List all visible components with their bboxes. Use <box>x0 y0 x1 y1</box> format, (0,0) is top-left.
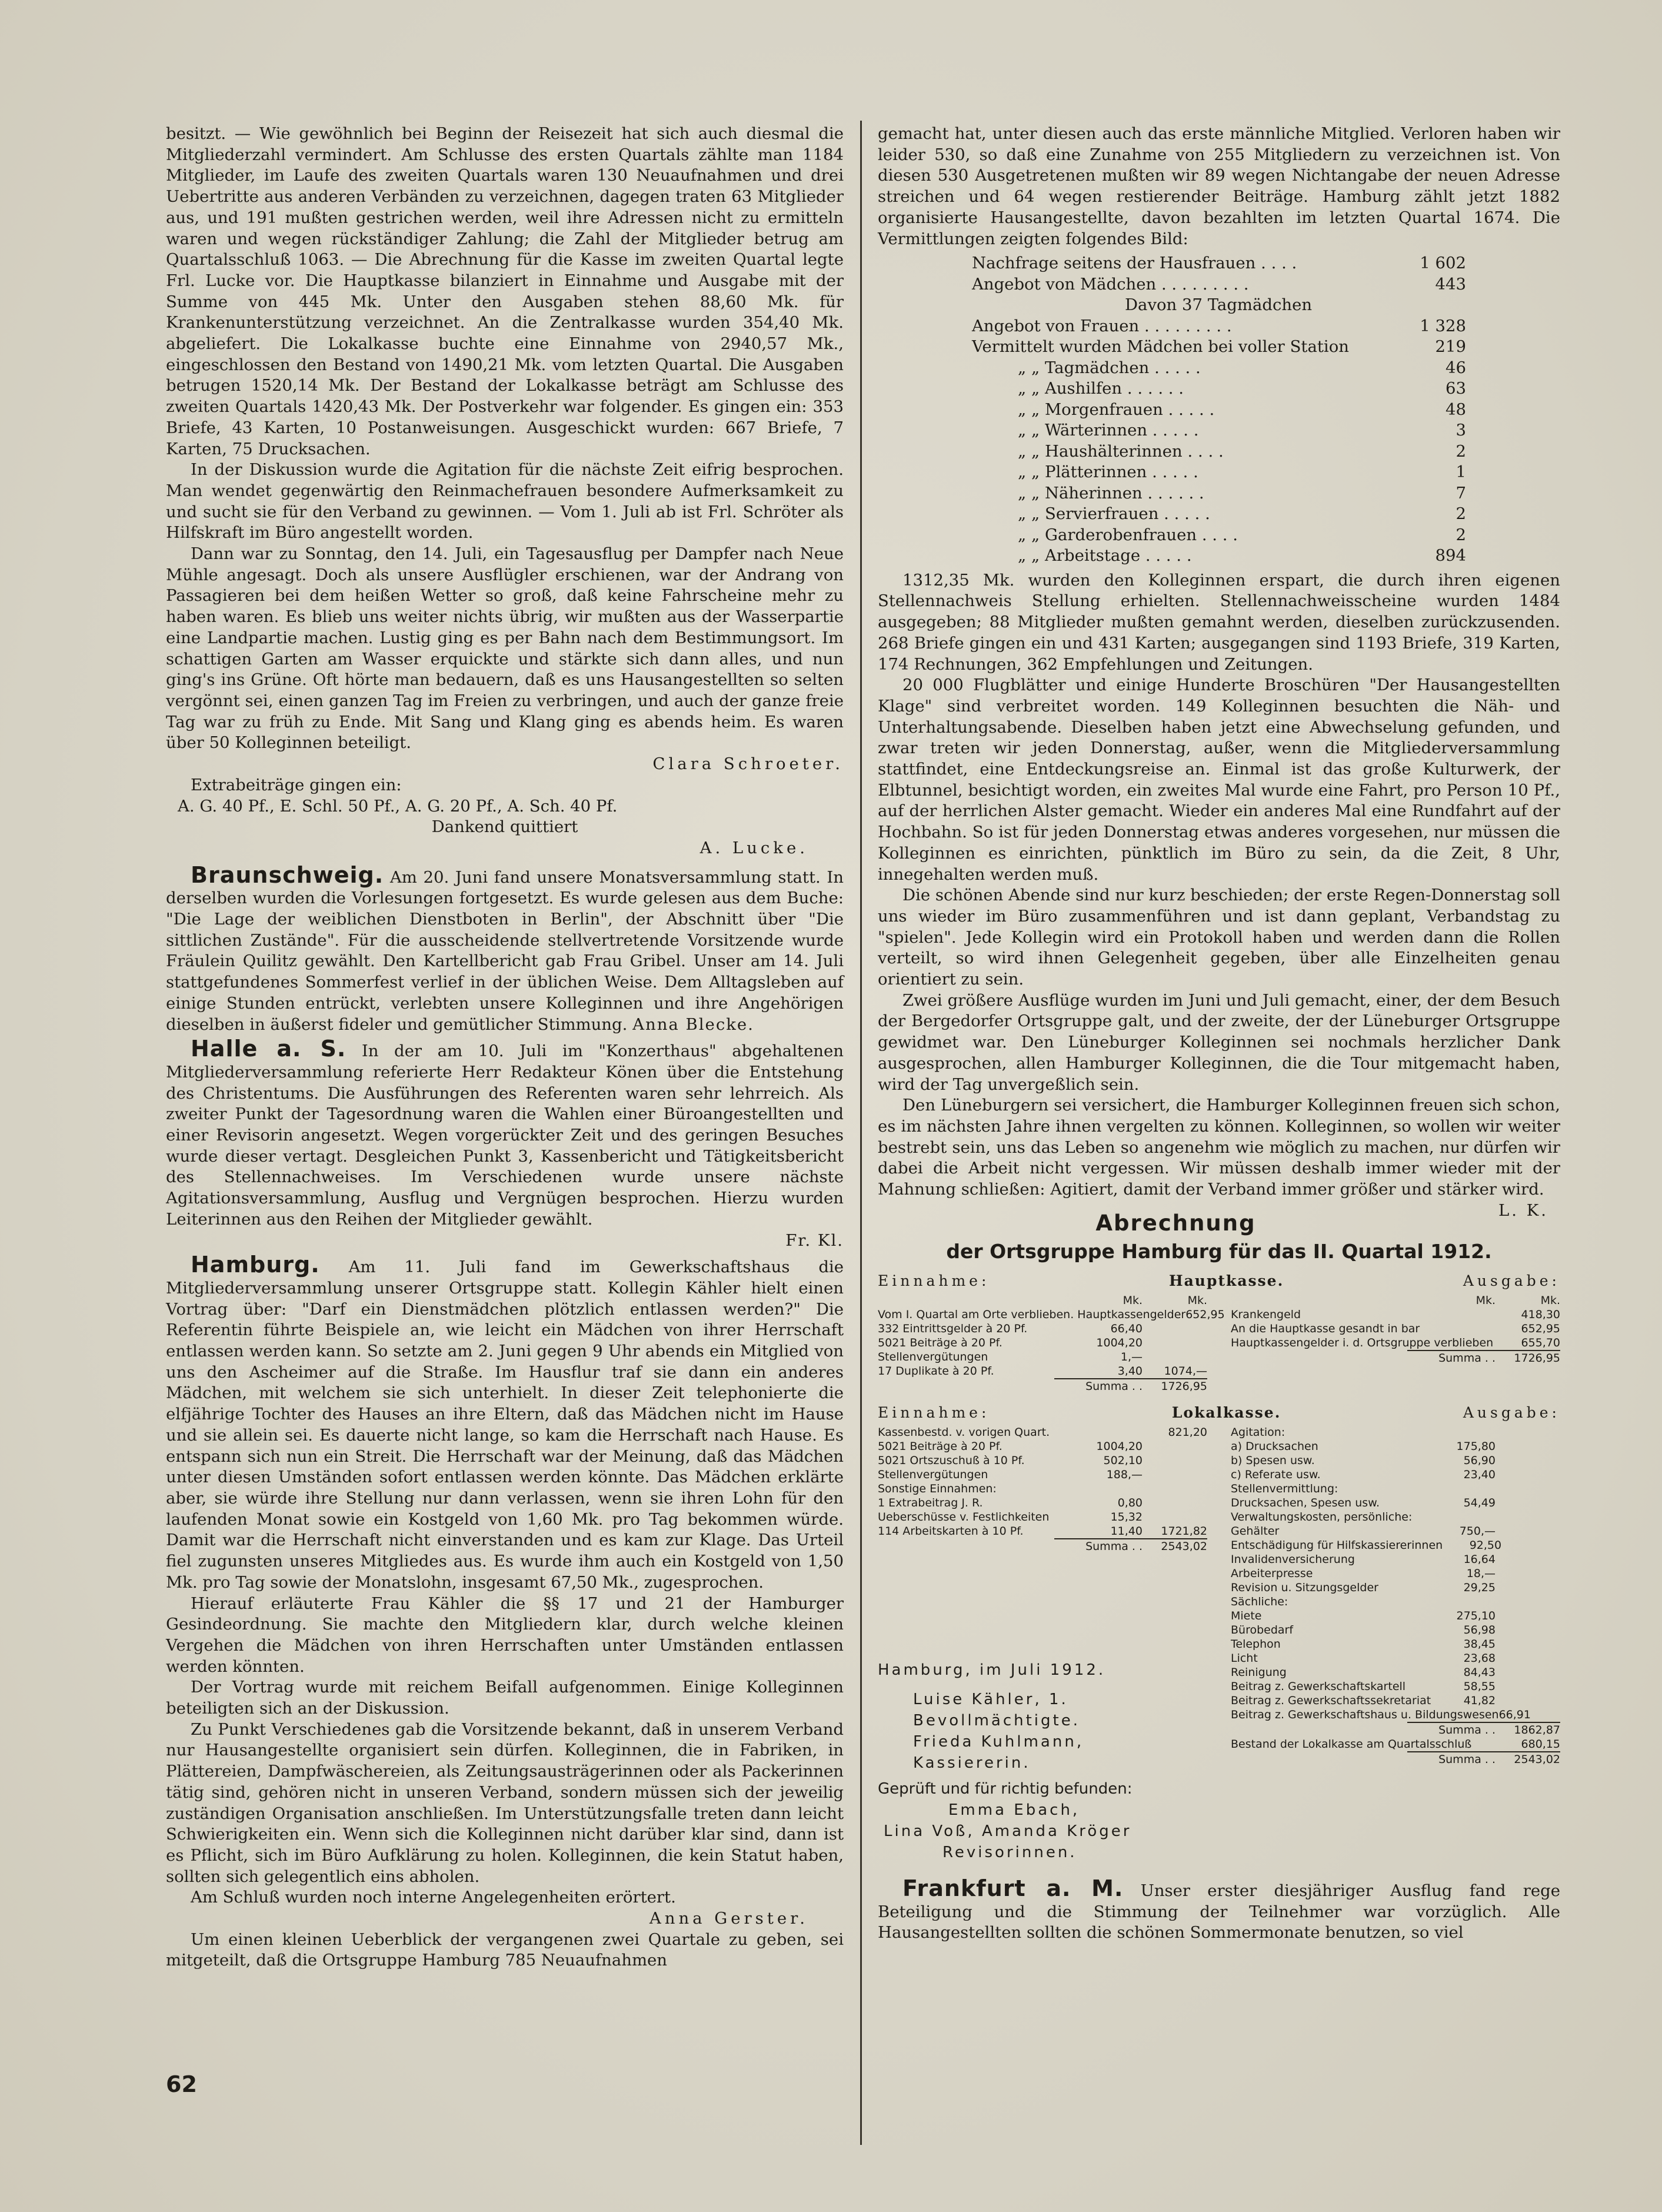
statistics-row <box>972 441 1466 463</box>
account-item: a) Drucksachen <box>1231 1439 1318 1453</box>
account-amount <box>1496 1623 1560 1637</box>
account-item: Sonstige Einnahmen: <box>878 1482 997 1495</box>
account-item: Invalidenversicherung <box>1231 1552 1355 1566</box>
section-heading-frankfurt: Frankfurt a. M. <box>902 1875 1124 1901</box>
statistics-label: „ „ Wärterinnen . . . . . <box>1018 421 1199 440</box>
account-amount <box>1431 1595 1496 1609</box>
account-amount: 1721,82 <box>1161 1524 1207 1538</box>
account-row <box>878 1425 1207 1439</box>
account-amount <box>1496 1665 1560 1679</box>
statistics-row <box>972 337 1466 358</box>
account-item: 17 Duplikate à 20 Pf. <box>878 1364 994 1378</box>
article-paragraph: Zu Punkt Verschiedenes gab die Vorsitzende bekannt, daß in unserem Verband nur Hausangestellte organisiert sein dürfen. Kolleginnen, die in Fabriken, in Plättereien, Dampfwäschereien, als Zeitungsausträgerinnen oder als Packerinnen tätig sind, gehören nicht in unseren Verband, sondern müssen sich der jeweilig zuständigen Organisation anschließen. Im Unterstützungsfalle treten dann leicht Schwierigkeiten ein. Wenn sich die Kolleginnen nicht darüber klar sind, dann ist es Pflicht, sich im Büro Aufklärung zu holen. Kolleginnen, die kein Statut haben, sollten sich gelegentlich eins abholen. <box>166 1719 844 1886</box>
account-amount: 15,32 <box>1110 1510 1143 1524</box>
article-paragraph: gemacht hat, unter diesen auch das erste männliche Mitglied. Verloren haben wir leider 530, so daß eine Zunahme von 255 Mitgliedern zu verzeichnen ist. Von diesen 530 Ausgetretenen mußten wir 89 wegen Nichtangabe der neuen Adresse streichen und 64 wegen restierender Beiträge. Hamburg zählt jetzt 1882 organisierte Hausangestellte, davon bezahlten im letzten Quartal 1674. Die Vermittlungen zeigten folgendes Bild: <box>878 124 1560 248</box>
audit-note: Geprüft und für richtig befunden: <box>878 1779 1133 1798</box>
account-amount: 29,25 <box>1463 1581 1496 1594</box>
article-paragraph: Den Lüneburgern sei versichert, die Hamburger Kolleginnen freuen sich schon, es im nächsten Jahre ihnen vergelten zu können. Kolleginnen, so wollen wir weiter bestrebt sein, uns das Leben so angenehm wie möglich zu machen, nur dürfen wir dabei die Arbeit nicht vergessen. Wir müssen deshalb immer wieder mit der Mahnung schließen: Agitiert, damit der Verband immer größer und stärker wird. <box>878 1096 1560 1199</box>
signatory: Emma Ebach, <box>948 1801 1080 1819</box>
total-label: Summa . . <box>1438 1723 1496 1737</box>
statistics-row <box>972 316 1466 337</box>
account-amount <box>1143 1336 1207 1350</box>
account-amount <box>1496 1651 1560 1665</box>
account-amount: 1004,20 <box>1096 1439 1143 1453</box>
account-row <box>878 1439 1207 1453</box>
statistics-row <box>972 483 1466 504</box>
account-item: Stellenvergütungen <box>878 1350 988 1363</box>
account-row <box>878 1510 1207 1524</box>
account-amount <box>1431 1510 1496 1524</box>
statistics-row <box>972 274 1466 295</box>
account-item: Hauptkassengelder i. d. Ortsgruppe verblieben <box>1231 1336 1494 1349</box>
account-item: Telephon <box>1231 1637 1281 1651</box>
balance-label: Bestand der Lokalkasse am Quartalsschluß <box>1231 1737 1472 1751</box>
lokalkasse-table <box>878 1425 1560 1863</box>
statistics-row <box>972 462 1466 483</box>
account-item: Beitrag z. Gewerkschaftssekretariat <box>1231 1694 1431 1707</box>
statistics-value: 1 602 <box>1420 254 1466 273</box>
statistics-label: „ „ Arbeitstage . . . . . <box>1018 546 1192 566</box>
unit-label: Mk. <box>1187 1293 1207 1307</box>
total-label: Summa . . <box>1085 1379 1143 1393</box>
statistics-value: 46 <box>1445 358 1466 377</box>
section-heading-halle: Halle a. S. <box>191 1036 347 1062</box>
account-item: Revision u. Sitzungsgelder <box>1231 1581 1378 1594</box>
statistics-label: „ „ Aushilfen . . . . . . <box>1018 379 1184 398</box>
article-paragraph: Zwei größere Ausflüge wurden im Juni und Juli gemacht, einer, der dem Besuch der Bergedorfer Ortsgruppe galt, und der zweite, der der Lüneburger Ortsgruppe gewidmet war. Den Lüneburger Kolleginnen sei nochmals herzlicher Dank ausgesprochen, allen Hamburger Kolleginnen, die die Tour mitgemacht haben, wird der Tag unvergeßlich sein. <box>878 990 1560 1094</box>
account-row <box>1231 1322 1560 1336</box>
statistics-label: „ „ Plätterinnen . . . . . <box>1018 463 1198 482</box>
statistics-value: 48 <box>1445 400 1466 419</box>
signatory: Lina Voß, Amanda Kröger <box>884 1822 1132 1840</box>
account-amount <box>1531 1708 1560 1722</box>
statistics-label: „ „ Garderobenfrauen . . . . <box>1018 525 1238 544</box>
account-item: Krankengeld <box>1231 1308 1301 1321</box>
author-signature: L. K. <box>1498 1200 1548 1220</box>
section-heading-hamburg: Hamburg. <box>191 1252 320 1278</box>
account-item: Vom I. Quartal am Orte verblieben. Hauptkassengelder <box>878 1308 1186 1321</box>
signatory: Luise Kähler, 1. Bevollmächtigte. <box>913 1690 1080 1729</box>
section-heading-braunschweig: Braunschweig. <box>191 861 384 888</box>
account-item: Drucksachen, Spesen usw. <box>1231 1496 1380 1509</box>
account-row <box>878 1322 1207 1336</box>
left-column <box>166 124 844 2065</box>
account-amount <box>1143 1322 1207 1336</box>
account-item: Verwaltungskosten, persönliche: <box>1231 1510 1413 1524</box>
statistics-label: „ „ Tagmädchen . . . . . <box>1018 358 1201 377</box>
statistics-label: Angebot von Frauen . . . . . . . . . <box>972 316 1232 335</box>
account-row <box>878 1482 1207 1496</box>
account-amount <box>1143 1468 1207 1482</box>
account-amount: 18,— <box>1466 1566 1496 1580</box>
statistics-row <box>972 253 1466 274</box>
account-row <box>1231 1425 1560 1439</box>
hauptkasse-income <box>878 1293 1225 1393</box>
statistics-row <box>972 400 1466 421</box>
account-item: Arbeiterpresse <box>1231 1566 1313 1580</box>
account-amount <box>1496 1595 1560 1609</box>
account-item: Beitrag z. Gewerkschaftskartell <box>1231 1679 1406 1693</box>
account-amount: 56,98 <box>1463 1623 1496 1636</box>
account-item: Bürobedarf <box>1231 1623 1294 1636</box>
account-amount <box>1431 1482 1496 1496</box>
account-item: 332 Eintrittsgelder à 20 Pf. <box>878 1322 1028 1335</box>
account-amount <box>1501 1538 1560 1552</box>
lokalkasse-title: Lokalkasse. <box>1171 1403 1281 1421</box>
article-paragraph: 20 000 Flugblätter und einige Hunderte Broschüren "Der Hausangestellten Klage" sind verbreitet worden. 149 Kolleginnen besuchten die Näh- und Unterhaltungsabende. Dieselben haben jetzt eine Abwechselung gefunden, und zwar treten wir jeden Donnerstag, außer, wenn die Mitgliederversammlung stattfindet, eine Entdeckungsreise an. Einmal ist das große Kulturwerk, der Elbtunnel, besichtigt worden, ein zweites Mal wurde eine Fahrt, pro Person 10 Pf., auf der herrlichen Alster gemacht. Wieder ein anderes Mal eine Rundfahrt auf der Hochbahn. So ist für jeden Donnerstag etwas anderes vorgesehen, nur müssen die Kolleginnen es einrichten, pünktlich im Büro zu sein, da die Zeit, 8 Uhr, innegehalten werden muß. <box>878 676 1560 884</box>
lokalkasse-expense-label: Ausgabe: <box>1463 1403 1560 1421</box>
hauptkasse-expense <box>1231 1293 1560 1393</box>
author-signature: Anna Blecke. <box>632 1014 754 1034</box>
account-amount: 652,95 <box>1521 1322 1560 1335</box>
account-amount <box>1496 1581 1560 1595</box>
account-item: b) Spesen usw. <box>1231 1453 1315 1467</box>
account-row <box>1231 1679 1560 1694</box>
unit-label: Mk. <box>1476 1293 1496 1307</box>
hauptkasse-expense-label: Ausgabe: <box>1463 1272 1560 1289</box>
total-label: Summa . . <box>1438 1752 1496 1766</box>
article-paragraph: Hierauf erläuterte Frau Kähler die §§ 17 und 21 der Hamburger Gesindeordnung. Sie machte den Mitgliedern klar, durch welche kleinen Vergehen die Mädchen von ihren Herrschaften unter Umständen entlassen werden könnten. <box>166 1594 844 1676</box>
account-row <box>1231 1581 1560 1595</box>
account-row <box>878 1350 1207 1364</box>
account-amount <box>1496 1468 1560 1482</box>
lokalkasse-income <box>878 1425 1207 1863</box>
account-amount: 1074,— <box>1164 1364 1207 1378</box>
account-row <box>1231 1708 1560 1722</box>
statistics-row <box>972 358 1466 379</box>
account-row <box>1231 1336 1560 1350</box>
statistics-value: 3 <box>1456 421 1466 440</box>
statistics-value: 2 <box>1456 504 1466 524</box>
account-row <box>1231 1637 1560 1651</box>
account-item: Stellenvergütungen <box>878 1468 988 1481</box>
column-divider <box>860 121 862 2145</box>
account-amount: 23,40 <box>1463 1468 1496 1481</box>
account-amount: 38,45 <box>1463 1637 1496 1651</box>
account-amount: 41,82 <box>1463 1694 1496 1707</box>
account-amount: 418,30 <box>1521 1308 1560 1321</box>
article-paragraph: Extrabeiträge gingen ein: <box>191 775 402 794</box>
account-amount <box>1496 1552 1560 1566</box>
account-row <box>878 1468 1207 1482</box>
account-amount: 0,80 <box>1117 1496 1143 1509</box>
account-amount <box>1496 1439 1560 1453</box>
account-amount: 750,— <box>1459 1524 1496 1538</box>
account-amount <box>1496 1425 1560 1439</box>
account-item: 114 Arbeitskarten à 10 Pf. <box>878 1524 1024 1538</box>
article-paragraph: In der am 10. Juli im "Konzerthaus" abgehaltenen Mitgliederversammlung referierte Herr Redakteur Könen über die Entstehung des Christentums. Die Ausführungen des Referenten waren sehr lehrreich. Als zweiter Punkt der Tagesordnung waren die Wahlen einer Büroangestellten und einer Revisorin angesetzt. Wegen vorgerückter Zeit und des geringen Besuches wurde dieser vertagt. Desgleichen Punkt 3, Kassenbericht und Tätigkeitsbericht des Stellennachweises. Im Verschiedenen wurde unsere nächste Agitationsversammlung, Ausflug und Vergnügen besprochen. Hierzu wurden Leiterinnen aus den Reihen der Mitglieder gewählt. <box>166 1042 844 1229</box>
account-item: An die Hauptkasse gesandt in bar <box>1231 1322 1420 1335</box>
statistics-row <box>972 525 1466 546</box>
article-paragraph: Um einen kleinen Ueberblick der vergangenen zwei Quartale zu geben, sei mitgeteilt, daß die Ortsgruppe Hamburg 785 Neuaufnahmen <box>166 1930 844 1970</box>
account-amount: 58,55 <box>1463 1679 1496 1693</box>
account-item: 1 Extrabeitrag J. R. <box>878 1496 983 1509</box>
account-amount <box>1143 1496 1207 1510</box>
place-date: Hamburg, im Juli 1912. <box>878 1661 1106 1679</box>
account-amount <box>1143 1482 1207 1496</box>
total-value: 2543,02 <box>1161 1539 1207 1553</box>
account-row <box>1231 1609 1560 1623</box>
total-value: 2543,02 <box>1514 1752 1560 1766</box>
account-row <box>1231 1694 1560 1708</box>
account-amount <box>1496 1609 1560 1623</box>
account-row <box>878 1496 1207 1510</box>
account-amount <box>1496 1524 1560 1538</box>
account-amount: 652,95 <box>1185 1308 1225 1321</box>
account-amount <box>1496 1637 1560 1651</box>
statistics-value: 894 <box>1435 546 1466 566</box>
unit-label: Mk. <box>1123 1293 1143 1307</box>
account-amount <box>1496 1482 1560 1496</box>
account-row <box>878 1336 1207 1350</box>
statistics-row <box>972 378 1466 400</box>
statistics-row <box>972 504 1466 525</box>
account-amount: 11,40 <box>1110 1524 1143 1538</box>
account-row <box>1231 1566 1560 1581</box>
author-signature: Clara Schroeter. <box>652 754 844 774</box>
author-signature: Anna Gerster. <box>649 1909 808 1928</box>
account-item: Beitrag z. Gewerkschaftshaus u. Bildungswesen <box>1231 1708 1499 1721</box>
account-item: Gehälter <box>1231 1524 1280 1538</box>
statistics-value: 63 <box>1445 379 1466 398</box>
account-amount: 1,— <box>1120 1350 1143 1363</box>
signatory: Frieda Kuhlmann, Kassiererin. <box>913 1732 1084 1772</box>
account-amount <box>1496 1566 1560 1581</box>
statistics-label: Nachfrage seitens der Hausfrauen . . . . <box>972 254 1297 273</box>
account-amount <box>1078 1425 1143 1439</box>
account-amount: 175,80 <box>1456 1439 1496 1453</box>
account-amount <box>1143 1350 1207 1364</box>
account-row <box>1231 1665 1560 1679</box>
page-number: 62 <box>166 2071 197 2097</box>
account-amount <box>1496 1694 1560 1708</box>
account-amount: 23,68 <box>1463 1651 1496 1665</box>
account-amount: 188,— <box>1106 1468 1143 1481</box>
account-row <box>1231 1496 1560 1510</box>
account-row <box>878 1524 1207 1538</box>
account-item: Stellenvermittlung: <box>1231 1482 1338 1495</box>
statistics-row <box>972 545 1466 567</box>
signature-block <box>878 1659 1207 1863</box>
account-amount <box>1496 1679 1560 1694</box>
account-amount: 3,40 <box>1117 1364 1143 1378</box>
author-signature: A. Lucke. <box>700 838 808 857</box>
account-row <box>1231 1510 1560 1524</box>
statistics-label: Angebot von Mädchen . . . . . . . . . <box>972 274 1249 294</box>
statistics-value: 219 <box>1435 337 1466 357</box>
account-amount: 275,10 <box>1456 1609 1496 1622</box>
account-amount <box>1496 1453 1560 1468</box>
account-row <box>1231 1595 1560 1609</box>
account-title: Abrechnung <box>1095 1210 1256 1236</box>
account-row <box>1231 1538 1560 1552</box>
statistics-value: 2 <box>1456 441 1466 461</box>
lokalkasse-header <box>878 1402 1560 1424</box>
account-item: 5021 Beiträge à 20 Pf. <box>878 1439 1002 1453</box>
account-amount: 502,10 <box>1103 1453 1143 1467</box>
hauptkasse-title: Hauptkasse. <box>1168 1272 1284 1289</box>
statistics-label: „ „ Morgenfrauen . . . . . <box>1018 400 1215 419</box>
account-amount <box>1431 1425 1496 1439</box>
account-item: Ueberschüsse v. Festlichkeiten <box>878 1510 1050 1524</box>
right-column <box>878 124 1560 2148</box>
account-amount <box>1143 1453 1207 1468</box>
statistics-row <box>972 420 1466 441</box>
account-row <box>1231 1453 1560 1468</box>
account-amount <box>1078 1482 1143 1496</box>
statistics-row <box>972 295 1466 316</box>
statistics-label: „ „ Näherinnen . . . . . . <box>1018 483 1204 503</box>
article-paragraph: Am 20. Juni fand unsere Monatsversammlung statt. In derselben wurden die Vorlesungen fortgesetzt. Es wurde gelesen aus dem Buche: "Die Lage der weiblichen Dienstboten in Berlin", der Abschnitt über "Die sittlichen Zustände". Für die ausscheidende stellvertretende Vorsitzende wurde Fräulein Quilitz gewählt. Den Kartellbericht gab Frau Gribel. Unser am 14. Juli stattgefundenes Sommerfest verlief in der üblichen Weise. Dem Alltagsleben auf einige Stunden entrückt, verlebten unsere Kolleginnen und ihre Angehörigen dieselben in äußerst fideler und gemütlicher Stimmung. <box>166 867 844 1034</box>
account-amount <box>1143 1510 1207 1524</box>
account-item: 5021 Ortszuschuß à 10 Pf. <box>878 1453 1025 1467</box>
article-paragraph: Am Schluß wurden noch interne Angelegenheiten erörtert. <box>191 1888 676 1907</box>
account-amount: 66,91 <box>1498 1708 1531 1721</box>
account-row <box>878 1364 1207 1378</box>
lokalkasse-expense <box>1231 1425 1560 1863</box>
account-subtitle: der Ortsgruppe Hamburg für das II. Quartal 1912. <box>946 1239 1492 1263</box>
total-value: 1726,95 <box>1161 1379 1207 1393</box>
article-paragraph: A. G. 40 Pf., E. Schl. 50 Pf., A. G. 20 Pf., A. Sch. 40 Pf. <box>178 796 618 816</box>
total-value: 1726,95 <box>1514 1351 1560 1365</box>
account-amount: 16,64 <box>1463 1552 1496 1566</box>
hauptkasse-table <box>878 1293 1560 1393</box>
account-item: Licht <box>1231 1651 1258 1665</box>
balance-value: 680,15 <box>1521 1737 1560 1751</box>
account-row <box>1231 1482 1560 1496</box>
statistics-value: 1 <box>1456 463 1466 482</box>
account-amount: 655,70 <box>1521 1336 1560 1349</box>
account-item: Sächliche: <box>1231 1595 1288 1608</box>
account-row <box>1231 1552 1560 1566</box>
account-item: Agitation: <box>1231 1425 1285 1439</box>
account-statement <box>878 1209 1560 1863</box>
hauptkasse-header <box>878 1270 1560 1292</box>
account-item: Miete <box>1231 1609 1262 1622</box>
statistics-value <box>1413 295 1466 316</box>
account-amount <box>1143 1439 1207 1453</box>
account-item: Entschädigung für Hilfskassiererinnen <box>1231 1538 1443 1552</box>
account-amount: 92,50 <box>1469 1538 1502 1552</box>
account-amount: 1004,20 <box>1096 1336 1143 1349</box>
statistics-value: 7 <box>1456 483 1466 503</box>
statistics-label: Davon 37 Tagmädchen <box>1125 295 1313 315</box>
account-row <box>1231 1308 1560 1322</box>
article-paragraph: Dankend quittiert <box>431 817 578 837</box>
article-paragraph: Die schönen Abende sind nur kurz beschieden; der erste Regen-Donnerstag soll uns wieder im Büro zusammenführen und ist dann geplant, Verbandstag zu "spielen". Jede Kollegin wird ein Protokoll haben und werden dann die Rollen verteilt, so wird ihnen Gelegenheit gegeben, über alle Einzelheiten genau orientiert zu sein. <box>878 886 1560 989</box>
article-paragraph: 1312,35 Mk. wurden den Kolleginnen erspart, die durch ihren eigenen Stellennachweis Stellung erhielten. Stellennachweisscheine wurden 1484 ausgegeben; 88 Mitglieder mußten gemahnt werden, dieselben zurückzusenden. 268 Briefe gingen ein und 431 Karten; ausgegangen sind 1193 Briefe, 319 Karten, 174 Rechnungen, 362 Empfehlungen und Zeitungen. <box>878 570 1560 674</box>
signatory-role: Revisorinnen. <box>942 1843 1077 1861</box>
placement-statistics <box>972 253 1466 567</box>
unit-label: Mk. <box>1540 1293 1560 1307</box>
statistics-value: 1 328 <box>1420 316 1466 335</box>
account-item: 5021 Beiträge à 20 Pf. <box>878 1336 1002 1349</box>
account-amount: 54,49 <box>1463 1496 1496 1509</box>
article-paragraph: Am 11. Juli fand im Gewerkschaftshaus die Mitgliederversammlung unserer Ortsgruppe statt. Kollegin Kähler hielt einen Vortrag über: "Darf ein Dienstmädchen plötzlich entlassen werden?" Die Referentin führte Beispiele an, wie leicht ein Mädchen von ihrer Herrschaft entlassen werden kann. So setzte am 2. Juni gegen 9 Uhr abends ein Mitglied von uns den Ascheimer auf die Straße. Im Hausflur traf sie dann ein anderes Mädchen, mit welchem sie sich unterhielt. In dieser Zeit telephonierte die elfjährige Tochter des Hauses an ihre Eltern, daß das Mädchen nicht im Hause und sie allein sei. Es dauerte nicht lange, so kam die Herrschaft nach Hause. Es entspann sich nun ein Streit. Die Herrschaft war der Meinung, daß das Mädchen unter diesen Umständen sofort entlassen werden könnte. Das Mädchen erklärte aber, sie würde ihre Stellung nur dann verlassen, wenn sie ihren Lohn für den laufenden Monat sowie ein Kostgeld von 1,60 Mk. pro Tag bekommen würde. Damit war die Herrschaft nicht einverstanden und es kam zur Klage. Das Urteil fiel zugunsten unseres Mitgliedes aus. Es wurde ihm auch ein Kostgeld von 1,50 Mk. pro Tag sowie der Monatslohn, insgesamt 67,50 Mk., zugesprochen. <box>166 1258 844 1592</box>
article-paragraph: Unser erster diesjähriger Ausflug fand rege Beteiligung und die Stimmung der Teilnehmer war vorzüglich. Alle Hausangestellten sollten die schönen Sommermonate benutzen, so viel <box>878 1881 1560 1942</box>
account-amount: 66,40 <box>1110 1322 1143 1335</box>
account-amount: 84,43 <box>1463 1665 1496 1679</box>
total-label: Summa . . <box>1085 1539 1143 1553</box>
account-amount: 821,20 <box>1168 1425 1207 1439</box>
account-amount <box>1496 1510 1560 1524</box>
hauptkasse-income-label: Einnahme: <box>878 1272 990 1289</box>
account-item: c) Referate usw. <box>1231 1468 1321 1481</box>
account-row <box>1231 1623 1560 1637</box>
account-item: Kassenbestd. v. vorigen Quart. <box>878 1425 1050 1439</box>
account-row <box>1231 1524 1560 1538</box>
account-row <box>1231 1651 1560 1665</box>
article-paragraph: besitzt. — Wie gewöhnlich bei Beginn der Reisezeit hat sich auch diesmal die Mitgliederzahl vermindert. Am Schlusse des ersten Quartals zählte man 1184 Mitglieder, im Laufe des zweiten Quartals waren 130 Neuaufnahmen und drei Uebertritte aus anderen Verbänden zu verzeichnen, dagegen traten 63 Mitglieder aus, und 191 mußten gestrichen werden, weil ihre Adressen nicht zu ermitteln waren und wegen rückständiger Zahlung; die Zahl der Mitglieder betrug am Quartalsschluß 1063. — Die Abrechnung für die Kasse im zweiten Quartal legte Frl. Lucke vor. Die Hauptkasse bilanziert in Einnahme und Ausgabe mit der Summe von 445 Mk. Unter den Ausgaben stehen 88,60 Mk. für Krankenunterstützung verzeichnet. An die Zentralkasse wurden 354,40 Mk. abgeliefert. Die Lokalkasse buchte eine Einnahme von 2940,57 Mk., eingeschlossen den Bestand von 1490,21 Mk. vom letzten Quartal. Die Ausgaben betrugen 1520,14 Mk. Der Bestand der Lokalkasse beträgt am Schlusse des zweiten Quartals 1420,43 Mk. Der Postverkehr war folgender. Es gingen ein: 353 Briefe, 43 Karten, 10 Postanweisungen. Ausgeschickt wurden: 667 Briefe, 7 Karten, 75 Drucksachen. <box>166 124 844 458</box>
account-row <box>878 1308 1225 1322</box>
statistics-label: „ „ Servierfrauen . . . . . <box>1018 504 1210 524</box>
account-row <box>878 1453 1207 1468</box>
statistics-label: Vermittelt wurden Mädchen bei voller Station <box>972 337 1349 357</box>
total-label: Summa . . <box>1438 1351 1496 1365</box>
article-paragraph: Dann war zu Sonntag, den 14. Juli, ein Tagesausflug per Dampfer nach Neue Mühle angesagt. Doch als unsere Ausflügler erschienen, war der Andrang von Passagieren bei dem heißen Wetter so groß, daß keine Fahrscheine mehr zu haben waren. Es blieb uns weiter nichts übrig, wir mußten aus der Wasserpartie eine Landpartie machen. Lustig ging es per Bahn nach dem Bestimmungsort. Im schattigen Garten am Wasser erquickte und stärkte sich dann alles, und nun ging's ins Grüne. Oft hörte man bedauern, daß es uns Hausangestellten so selten vergönnt sei, einen ganzen Tag im Freien zu verbringen, und auch der ganze freie Tag war zu früh zu Ende. Mit Sang und Klang ging es abends heim. Es waren über 50 Kolleginnen beteiligt. <box>166 544 844 753</box>
statistics-value: 443 <box>1435 274 1466 294</box>
account-item: Reinigung <box>1231 1665 1287 1679</box>
statistics-value: 2 <box>1456 525 1466 544</box>
lokalkasse-income-label: Einnahme: <box>878 1403 990 1421</box>
statistics-label: „ „ Haushälterinnen . . . . <box>1018 441 1224 461</box>
article-paragraph: Der Vortrag wurde mit reichem Beifall aufgenommen. Einige Kolleginnen beteiligten sich an der Diskussion. <box>166 1678 844 1718</box>
article-paragraph: In der Diskussion wurde die Agitation für die nächste Zeit eifrig besprochen. Man wendet gegenwärtig den Reinmachefrauen besondere Aufmerksamkeit zu und sucht sie für den Verband zu gewinnen. — Vom 1. Juli ab ist Frl. Schröter als Hilfskraft im Büro angestellt worden. <box>166 460 844 543</box>
total-value: 1862,87 <box>1514 1723 1560 1737</box>
account-amount <box>1496 1496 1560 1510</box>
account-row <box>1231 1439 1560 1453</box>
author-signature: Fr. Kl. <box>785 1230 844 1250</box>
account-row <box>1231 1468 1560 1482</box>
account-amount: 56,90 <box>1463 1453 1496 1467</box>
